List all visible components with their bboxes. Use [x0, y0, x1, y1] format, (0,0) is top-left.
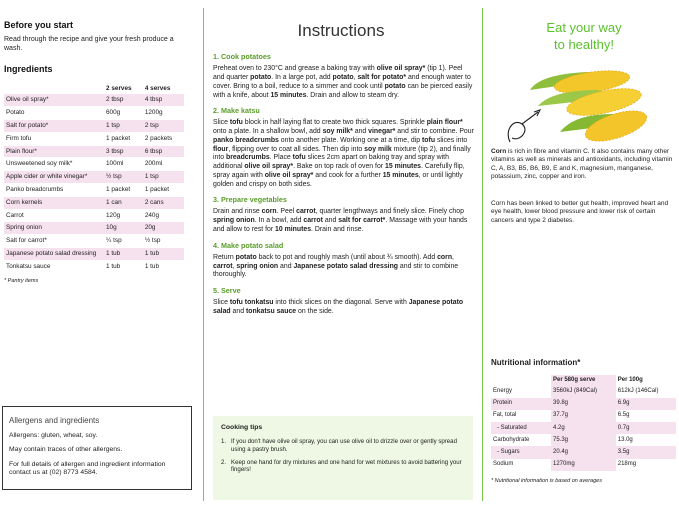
nutrition-row	[491, 386, 676, 398]
nutrition-row	[491, 422, 676, 434]
before-you-start-text: Read through the recipe and give your fresh produce a wash.	[4, 36, 174, 52]
nutrition-per-serve: 3560kJ (849Cal)	[551, 386, 616, 398]
ingredients-col-2-serves: 2 serves	[106, 84, 132, 92]
ingredient-name: Salt for carrot*	[4, 235, 104, 248]
allergens-traces: May contain traces of other allergens.	[9, 446, 123, 454]
ingredient-row	[4, 248, 184, 261]
nutrition-col-per-100g: Per 100g	[617, 376, 643, 383]
nutrition-per-serve: 1270mg	[551, 459, 616, 471]
ingredients-heading: Ingredients	[4, 63, 53, 74]
nutrition-row	[491, 446, 676, 458]
ingredient-name: Apple cider or white vinegar*	[4, 171, 104, 184]
cooking-tips-heading: Cooking tips	[221, 424, 263, 431]
ingredient-row	[4, 260, 184, 273]
step-2-heading: 2. Make katsu	[213, 106, 260, 116]
eat-heading-line-1: Eat your way	[546, 20, 622, 35]
ingredient-4-serves: 2 packets	[143, 132, 184, 145]
ingredient-4-serves: 1 tub	[143, 260, 184, 273]
ingredient-row	[4, 184, 184, 197]
before-you-start-heading: Before you start	[4, 20, 74, 30]
ingredient-row	[4, 209, 184, 222]
arrow-shaft	[522, 112, 538, 124]
nutrition-row	[491, 459, 676, 471]
ingredient-row	[4, 132, 184, 145]
step-3-heading: 3. Prepare vegetables	[213, 195, 287, 205]
step-1-text: Preheat oven to 230°C and grease a baking tray with olive oil spray* (tip 1). Peel and quarter potato. In a large pot, add potato, salt for potato* and enough water to cover. Bring to a boil, reduce to a simmer and cook until potato can be pierced easily with a knife, about 15 minutes. Drain and allow to steam dry.	[213, 65, 473, 99]
ingredients-rows	[4, 94, 184, 273]
ingredient-2-serves: ¼ tsp	[104, 235, 143, 248]
nutrition-label: Carbohydrate	[493, 436, 530, 443]
nutrition-per-100g: 0.7g	[616, 422, 676, 434]
pantry-items-note: * Pantry items	[4, 277, 39, 284]
ingredient-name: Carrot	[4, 209, 104, 222]
eat-heading-line-2: to healthy!	[554, 36, 614, 52]
ingredient-2-serves: 100ml	[104, 158, 143, 171]
ingredient-4-serves: 4 tbsp	[143, 94, 184, 107]
ingredients-col-name	[4, 83, 104, 94]
ingredient-2-serves: 1 tub	[104, 260, 143, 273]
ingredient-name: Plain flour*	[4, 145, 104, 158]
ingredient-4-serves: 1 packet	[143, 184, 184, 197]
instructions-column	[213, 20, 475, 317]
nutrition-per-serve: 37.7g	[551, 410, 616, 422]
tip-text: Keep one hand for dry mixtures and one hand for wet mixtures to avoid battering your fingers!	[231, 458, 462, 474]
ingredient-name: Olive oil spray*	[4, 94, 104, 107]
ingredient-2-serves: ½ tsp	[104, 171, 143, 184]
nutrition-per-serve: 20.4g	[551, 446, 616, 458]
nutrition-row	[491, 398, 676, 410]
nutrition-per-100g: 218mg	[617, 460, 637, 467]
ingredient-2-serves: 1 packet	[104, 184, 143, 197]
ingredient-2-serves: 1 packet	[104, 132, 143, 145]
ingredient-row	[4, 145, 184, 158]
ingredient-name: Potato	[4, 107, 104, 120]
cooking-tips-list	[221, 438, 465, 473]
nutrition-per-serve: 39.8g	[551, 398, 616, 410]
allergens-box	[2, 406, 192, 490]
tip-text: If you don't have olive oil spray, you can use olive oil to drizzle over or gently spread using a pastry brush.	[231, 438, 457, 454]
corn-cob-illustration	[500, 60, 650, 160]
tip-number: 1.	[221, 438, 227, 446]
ingredient-4-serves: 6 tbsp	[143, 145, 184, 158]
step-1-heading: 1. Cook potatoes	[213, 52, 271, 62]
corn-nutrients-text: Corn is rich in fibre and vitamin C. It also contains many other vitamins as well as minerals and antioxidants, including vitamin C, A, B3, B5, B6, B9, E and K, magnesium, manganese, potassium, zinc, copper and iron.	[491, 148, 673, 181]
ingredient-name: Unsweetened soy milk*	[4, 158, 104, 171]
step-5-text: Slice tofu tonkatsu into thick slices on the diagonal. Serve with Japanese potato salad and tonkatsu sauce on the side.	[213, 299, 464, 315]
allergens-title: Allergens and ingredients	[9, 416, 100, 425]
nutrition-label: Sodium	[493, 460, 514, 467]
nutrition-label: Protein	[491, 398, 551, 410]
ingredient-row	[4, 107, 184, 120]
ingredient-4-serves: 2 cans	[143, 196, 184, 209]
ingredient-4-serves: 200ml	[143, 158, 184, 171]
nutrition-rows	[491, 386, 676, 471]
nutrition-row	[491, 434, 676, 446]
ingredient-4-serves: 1200g	[143, 107, 184, 120]
nutrition-label: - Saturated	[491, 422, 551, 434]
ingredient-row	[4, 94, 184, 107]
nutrition-label: Energy	[493, 388, 513, 395]
left-column	[4, 20, 194, 285]
ingredient-2-serves: 3 tbsp	[104, 145, 143, 158]
nutrition-col-label	[491, 375, 551, 386]
ingredient-4-serves: 1 tub	[143, 248, 184, 261]
ingredient-row	[4, 120, 184, 133]
nutrition-heading: Nutritional information*	[491, 358, 581, 367]
ingredient-2-serves: 2 tbsp	[104, 94, 143, 107]
nutrition-per-serve: 4.2g	[551, 422, 616, 434]
step-4-heading: 4. Make potato salad	[213, 240, 284, 250]
ingredient-row	[4, 222, 184, 235]
nutrition-per-100g: 6.5g	[617, 412, 630, 419]
allergens-contact: For full details of allergen and ingredient information contact us at (02) 8773 4584.	[9, 460, 166, 477]
ingredient-4-serves: 1 tsp	[143, 171, 184, 184]
ingredient-2-serves: 120g	[104, 209, 143, 222]
tip-number: 2.	[221, 458, 227, 466]
right-column	[491, 20, 677, 54]
allergens-list: Allergens: gluten, wheat, soy.	[9, 432, 98, 439]
nutrition-label: - Sugars	[491, 446, 551, 458]
nutrition-per-100g: 3.5g	[616, 446, 676, 458]
ingredient-2-serves: 10g	[104, 222, 143, 235]
ingredient-4-serves: ½ tsp	[143, 235, 184, 248]
column-divider-left	[203, 8, 204, 501]
ingredient-name: Japanese potato salad dressing	[4, 248, 104, 261]
nutrition-row	[491, 410, 676, 422]
step-2-text: Slice tofu block in half laying flat to create two thick squares. Sprinkle plain flour* onto a plate. In a shallow bowl, add soy milk* and vinegar* and stir to combine. Pour panko breadcrumbs onto another plate. Working one at a time, dip tofu slices into flour, flipping over to coat all sides. Then dip into soy milk mixture (tip 2), and finally into breadcrumbs. Place tofu slices 2cm apart on baking tray and spray with additional olive oil spray*. Bake on top rack of oven for 15 minutes. Carefully flip, spray again with olive oil spray* and cook for a further 15 minutes, or until lightly golden and crispy on both sides.	[213, 119, 474, 188]
ingredients-col-4-serves: 4 serves	[144, 84, 171, 92]
ingredients-table	[4, 83, 184, 274]
nutrition-per-100g: 6.9g	[616, 398, 676, 410]
ingredient-name: Firm tofu	[4, 132, 104, 145]
tip-item	[221, 438, 465, 453]
ingredient-name: Salt for potato*	[4, 120, 104, 133]
step-4-text: Return potato back to pot and roughly mash (until about ¾ smooth). Add corn, carrot, spring onion and Japanese potato salad dressing and stir to combine thoroughly.	[213, 253, 459, 279]
ingredient-name: Corn kernels	[4, 196, 104, 209]
step-5-heading: 5. Serve	[213, 286, 241, 296]
ingredient-row	[4, 171, 184, 184]
column-divider-right	[482, 8, 483, 501]
ingredient-name: Panko breadcrumbs	[4, 184, 104, 197]
eat-your-way-heading	[491, 20, 677, 54]
ingredient-row	[4, 196, 184, 209]
ingredient-4-serves: 20g	[143, 222, 184, 235]
ingredient-name: Spring onion	[4, 222, 104, 235]
nutrition-per-serve: 75.3g	[551, 434, 616, 446]
ingredient-2-serves: 1 can	[104, 196, 143, 209]
step-3-text: Drain and rinse corn. Peel carrot, quarter lengthways and finely slice. Finely chop spring onion. In a bowl, add carrot and salt for carrot*. Massage with your hands and allow to rest for 10 minutes. Drain and rinse.	[213, 208, 468, 233]
nutrition-footnote: * Nutritional information is based on averages	[491, 478, 602, 484]
nutrition-label: Fat, total	[493, 412, 517, 419]
cooking-tips-box	[213, 416, 473, 500]
ingredient-name: Tonkatsu sauce	[4, 260, 104, 273]
ingredient-2-serves: 600g	[104, 107, 143, 120]
nutrition-per-100g: 612kJ (146Cal)	[617, 388, 659, 395]
instructions-title: Instructions	[297, 21, 385, 40]
corn-health-text: Corn has been linked to better gut health, improved heart and eye health, lower blood pressure and lower risk of certain cancers and type 2 diabetes.	[491, 200, 669, 224]
ingredient-row	[4, 158, 184, 171]
curly-arrow-icon	[508, 122, 525, 142]
nutrition-col-per-serve: Per 580g serve	[551, 375, 616, 386]
ingredient-2-serves: 1 tsp	[104, 120, 143, 133]
nutrition-per-100g: 13.0g	[617, 436, 633, 443]
tip-item	[221, 459, 465, 474]
ingredient-row	[4, 235, 184, 248]
ingredient-2-serves: 1 tub	[104, 248, 143, 261]
ingredient-4-serves: 240g	[143, 209, 184, 222]
nutrition-table	[491, 375, 676, 471]
ingredient-4-serves: 2 tsp	[143, 120, 184, 133]
